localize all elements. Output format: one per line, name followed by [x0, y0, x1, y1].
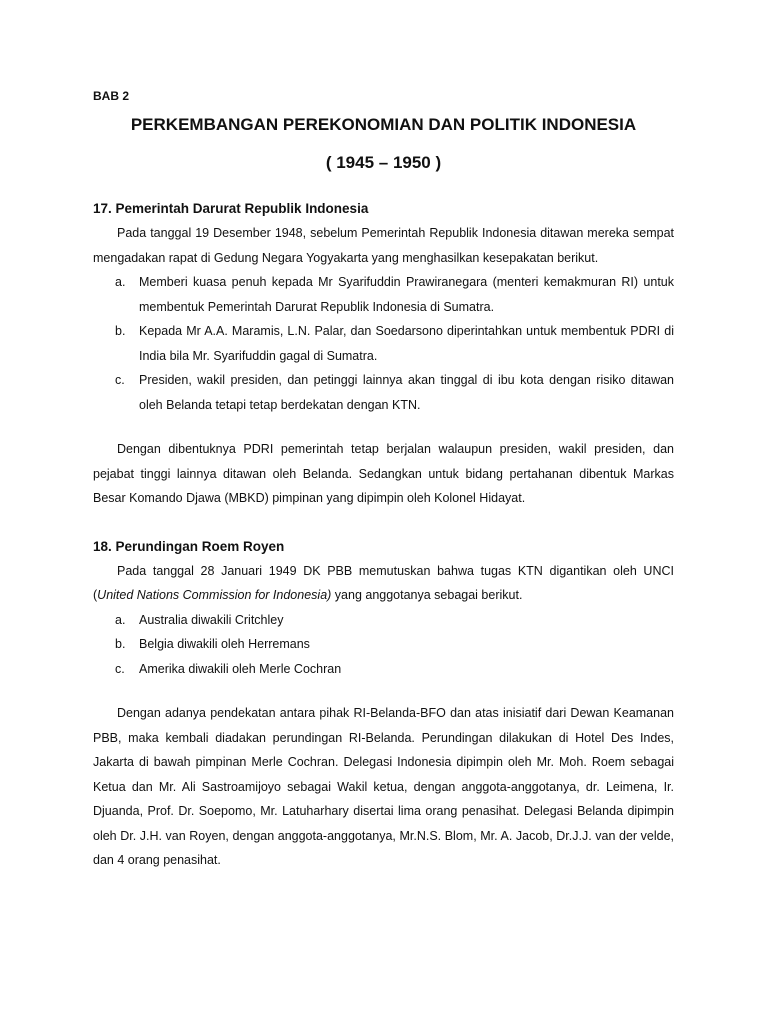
section-17-list [93, 270, 674, 417]
list-item-text: Memberi kuasa penuh kepada Mr Syarifuddin Prawiranegara (menteri kemakmuran RI) untuk membentuk Pemerintah Darurat Republik Indonesia di Sumatra. [139, 275, 674, 314]
list-item [93, 270, 674, 319]
section-18-heading: 18. Perundingan Roem Royen [93, 538, 285, 554]
section-18-intro-start: Pada tanggal 28 Januari 1949 DK PBB memutuskan bahwa tugas KTN digantikan oleh UNCI ( [93, 563, 674, 602]
list-item [93, 657, 674, 682]
list-marker: c. [115, 373, 125, 387]
section-18-intro [93, 559, 674, 608]
section-18-intro-end: yang anggotanya sebagai berikut. [331, 588, 523, 602]
list-item-text: Belgia diwakili oleh Herremans [139, 637, 310, 651]
section-17-heading: 17. Pemerintah Darurat Republik Indonesia [93, 201, 369, 216]
chapter-label: BAB 2 [93, 89, 130, 103]
list-item [93, 608, 674, 633]
list-marker: b. [115, 637, 126, 651]
list-item-text: Presiden, wakil presiden, dan petinggi lainnya akan tinggal di ibu kota dengan risiko ditawan oleh Belanda tetapi tetap berdekatan dengan KTN. [139, 373, 674, 412]
list-item-text: Amerika diwakili oleh Merle Cochran [139, 661, 342, 676]
list-item [93, 319, 674, 368]
section-18-closing: Dengan adanya pendekatan antara pihak RI-Belanda-BFO dan atas inisiatif dari Dewan Keamanan PBB, maka kembali diadakan perundingan RI-Belanda. Perundingan dilakukan di Hotel Des Indes, Jakarta di bawah pimpinan Merle Cochran. Delegasi Indonesia dipimpin oleh Mr. Moh. Roem sebagai Ketua dan Mr. Ali Sastroamijoyo sebagai Wakil ketua, dengan anggota-anggotanya, dr. Leimena, Ir. Djuanda, Prof. Dr. Soepomo, Mr. Latuharhary disertai lima orang penasihat. Delegasi Belanda dipimpin oleh Dr. J.H. van Royen, dengan anggota-anggotanya, Mr.N.S. Blom, Mr. A. Jacob, Dr.J.J. van der velde, dan 4 orang penasihat. [93, 706, 674, 867]
list-marker: a. [115, 612, 126, 627]
list-item-text: Kepada Mr A.A. Maramis, L.N. Palar, dan Soedarsono diperintahkan untuk membentuk PDRI di India bila Mr. Syarifuddin gagal di Sumatra. [139, 324, 674, 363]
list-item [93, 632, 674, 657]
document-subtitle: ( 1945 – 1950 ) [325, 153, 442, 172]
document-title: PERKEMBANGAN PEREKONOMIAN DAN POLITIK INDONESIA [130, 115, 637, 134]
list-marker: b. [115, 324, 126, 338]
list-marker: a. [115, 275, 126, 289]
section-18-list [93, 608, 674, 682]
section-18-intro-italic: United Nations Commission for Indonesia) [97, 588, 332, 602]
section-17-closing: Dengan dibentuknya PDRI pemerintah tetap berjalan walaupun presiden, wakil presiden, dan pejabat tinggi lainnya ditawan oleh Belanda. Sedangkan untuk bidang pertahanan dibentuk Markas Besar Komando Djawa (MBKD) pimpinan yang dipimpin oleh Kolonel Hidayat. [93, 442, 674, 505]
list-marker: c. [115, 661, 125, 676]
section-17-intro: Pada tanggal 19 Desember 1948, sebelum Pemerintah Republik Indonesia ditawan mereka sempat mengadakan rapat di Gedung Negara Yogyakarta yang menghasilkan kesepakatan berikut. [93, 226, 674, 265]
list-item-text: Australia diwakili Critchley [139, 612, 284, 627]
list-item [93, 368, 674, 417]
